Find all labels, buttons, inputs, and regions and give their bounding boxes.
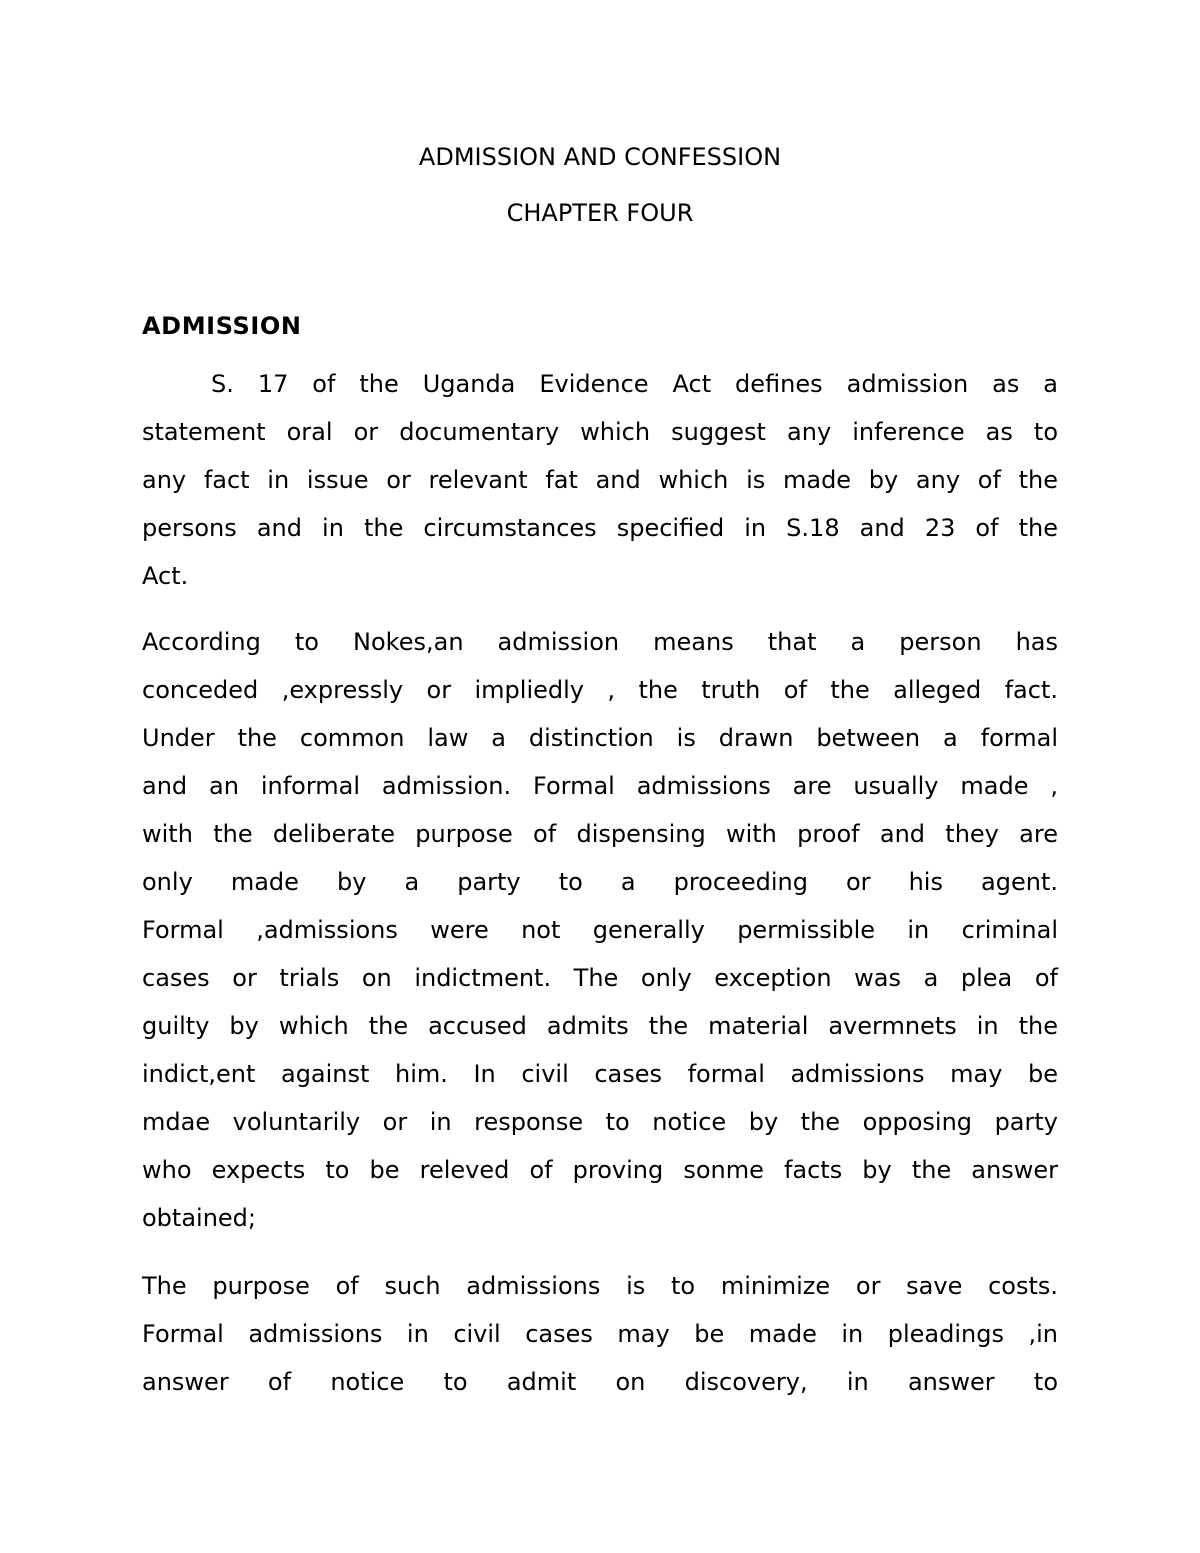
text-line: Act.: [142, 562, 189, 590]
paragraph-3: [142, 1262, 1058, 1406]
text-line: statement oral or documentary which suggest any inference as to: [142, 418, 1058, 446]
text-line: obtained;: [142, 1204, 256, 1232]
text-line: answer of notice to admit on discovery, in answer to: [142, 1368, 1058, 1396]
text-line: with the deliberate purpose of dispensing with proof and they are: [142, 820, 1058, 848]
document-title: ADMISSION AND CONFESSION: [418, 143, 782, 171]
text-line: indict,ent against him. In civil cases formal admissions may be: [142, 1060, 1058, 1088]
text-line: persons and in the circumstances specified in S.18 and 23 of the: [142, 514, 1058, 542]
text-line: S. 17 of the Uganda Evidence Act defines admission as a: [211, 370, 1058, 398]
text-line: Formal admissions in civil cases may be made in pleadings ,in: [142, 1320, 1058, 1348]
paragraph-1: [142, 360, 1058, 600]
text-line: The purpose of such admissions is to minimize or save costs.: [142, 1272, 1058, 1300]
text-line: Under the common law a distinction is drawn between a formal: [142, 724, 1058, 752]
text-line: conceded ,expressly or impliedly , the truth of the alleged fact.: [142, 676, 1058, 704]
text-line: who expects to be releved of proving sonme facts by the answer: [142, 1156, 1058, 1184]
text-line: Formal ,admissions were not generally permissible in criminal: [142, 916, 1058, 944]
text-line: According to Nokes,an admission means that a person has: [142, 628, 1058, 656]
text-line: guilty by which the accused admits the material avermnets in the: [142, 1012, 1058, 1040]
text-line: any fact in issue or relevant fat and which is made by any of the: [142, 466, 1058, 494]
chapter-heading: CHAPTER FOUR: [506, 199, 694, 227]
section-heading: ADMISSION: [142, 312, 302, 340]
paragraph-2: [142, 618, 1058, 1242]
text-line: mdae voluntarily or in response to notice by the opposing party: [142, 1108, 1058, 1136]
text-line: only made by a party to a proceeding or his agent.: [142, 868, 1058, 896]
text-line: cases or trials on indictment. The only exception was a plea of: [142, 964, 1058, 992]
text-line: and an informal admission. Formal admissions are usually made ,: [142, 772, 1058, 800]
